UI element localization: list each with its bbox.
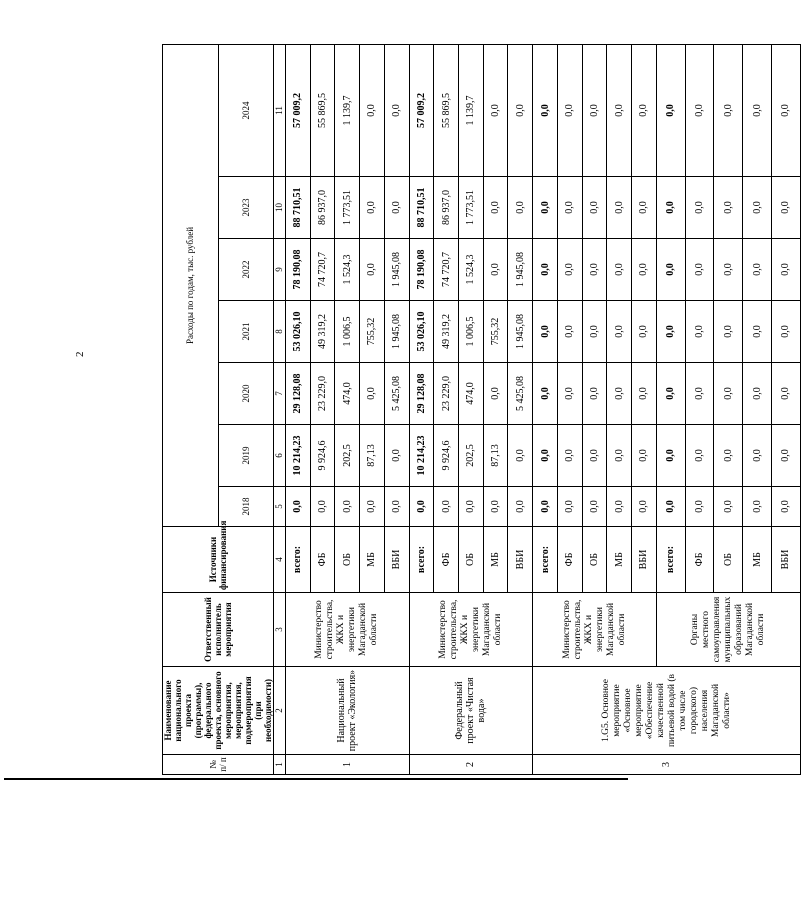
col-no-header: № п/ п <box>163 755 274 775</box>
source-cell: ВБИ <box>632 527 657 593</box>
value-cell: 0,0 <box>360 487 385 527</box>
value-cell: 1 524,3 <box>335 239 360 301</box>
value-cell: 0,0 <box>714 487 743 527</box>
expenses-header: Расходы по годам, тыс. рублей <box>163 44 219 526</box>
value-cell: 0,0 <box>714 363 743 425</box>
value-cell: 0,0 <box>743 363 772 425</box>
value-cell: 0,0 <box>632 301 657 363</box>
value-cell: 0,0 <box>335 487 360 527</box>
value-cell: 29 128,08 <box>409 363 434 425</box>
column-number: 8 <box>274 301 286 363</box>
value-cell: 0,0 <box>771 301 800 363</box>
value-cell: 0,0 <box>557 44 582 176</box>
column-number: 6 <box>274 425 286 487</box>
value-cell: 78 190,08 <box>409 239 434 301</box>
value-cell: 0,0 <box>557 301 582 363</box>
value-cell: 1 006,5 <box>335 301 360 363</box>
value-cell: 0,0 <box>714 425 743 487</box>
value-cell: 0,0 <box>533 363 558 425</box>
value-cell: 0,0 <box>508 487 533 527</box>
value-cell: 74 720,7 <box>310 239 335 301</box>
value-cell: 0,0 <box>632 363 657 425</box>
expenses-table <box>162 44 801 775</box>
value-cell: 0,0 <box>360 363 385 425</box>
column-number: 3 <box>274 593 286 667</box>
value-cell: 0,0 <box>533 301 558 363</box>
year-header: 2019 <box>218 425 274 487</box>
value-cell: 0,0 <box>533 487 558 527</box>
source-cell: ВБИ <box>771 527 800 593</box>
value-cell: 78 190,08 <box>286 239 311 301</box>
value-cell: 0,0 <box>685 44 714 176</box>
source-cell: ОБ <box>714 527 743 593</box>
value-cell: 755,32 <box>360 301 385 363</box>
value-cell: 87,13 <box>483 425 508 487</box>
value-cell: 0,0 <box>685 301 714 363</box>
value-cell: 0,0 <box>714 239 743 301</box>
value-cell: 0,0 <box>483 44 508 176</box>
column-number: 10 <box>274 177 286 239</box>
value-cell: 5 425,08 <box>508 363 533 425</box>
column-number: 7 <box>274 363 286 425</box>
value-cell: 0,0 <box>508 177 533 239</box>
value-cell: 1 773,51 <box>459 177 484 239</box>
value-cell: 57 009,2 <box>409 44 434 176</box>
value-cell: 0,0 <box>582 44 607 176</box>
year-header: 2022 <box>218 239 274 301</box>
value-cell: 0,0 <box>685 363 714 425</box>
source-cell: МБ <box>743 527 772 593</box>
col-name-header: Наименование национального проекта (программы), федерального проекта, основного мероприятия, мероприятия, подмероприятия (при необходимости) <box>163 667 274 755</box>
executor-name: Министерство строительства, ЖКХ и энергетики Магаданской области <box>409 593 533 667</box>
value-cell: 0,0 <box>656 487 685 527</box>
value-cell: 0,0 <box>656 177 685 239</box>
year-header: 2018 <box>218 487 274 527</box>
project-name: Федеральный проект «Чистая вода» <box>409 667 533 755</box>
value-cell: 0,0 <box>656 425 685 487</box>
project-name: 1.G5. Основное мероприятие «Основное мероприятие «Обеспечение качественной питьевой водой (в том числе городского) населения Магаданской области» <box>533 667 801 755</box>
col-source-header: Источники финансирования <box>163 527 274 593</box>
value-cell: 1 139,7 <box>335 44 360 176</box>
value-cell: 474,0 <box>335 363 360 425</box>
value-cell: 202,5 <box>335 425 360 487</box>
value-cell: 87,13 <box>360 425 385 487</box>
value-cell: 0,0 <box>384 44 409 176</box>
value-cell: 202,5 <box>459 425 484 487</box>
value-cell: 57 009,2 <box>286 44 311 176</box>
source-cell: МБ <box>360 527 385 593</box>
year-header: 2021 <box>218 301 274 363</box>
value-cell: 0,0 <box>714 44 743 176</box>
value-cell: 0,0 <box>384 487 409 527</box>
value-cell: 1 006,5 <box>459 301 484 363</box>
value-cell: 0,0 <box>533 239 558 301</box>
value-cell: 0,0 <box>607 301 632 363</box>
value-cell: 0,0 <box>533 44 558 176</box>
source-cell: ОБ <box>582 527 607 593</box>
value-cell: 0,0 <box>714 301 743 363</box>
source-cell: МБ <box>483 527 508 593</box>
value-cell: 1 945,08 <box>508 301 533 363</box>
source-cell: всего: <box>533 527 558 593</box>
value-cell: 0,0 <box>685 239 714 301</box>
value-cell: 0,0 <box>409 487 434 527</box>
value-cell: 53 026,10 <box>286 301 311 363</box>
value-cell: 0,0 <box>743 301 772 363</box>
value-cell: 0,0 <box>771 239 800 301</box>
year-header: 2023 <box>218 177 274 239</box>
value-cell: 0,0 <box>607 177 632 239</box>
value-cell: 0,0 <box>656 363 685 425</box>
source-cell: ОБ <box>459 527 484 593</box>
value-cell: 0,0 <box>483 363 508 425</box>
table-row <box>286 44 311 774</box>
value-cell: 86 937,0 <box>434 177 459 239</box>
value-cell: 0,0 <box>533 425 558 487</box>
source-cell: ОБ <box>335 527 360 593</box>
column-number: 4 <box>274 527 286 593</box>
value-cell: 0,0 <box>632 425 657 487</box>
value-cell: 49 319,2 <box>310 301 335 363</box>
value-cell: 49 319,2 <box>434 301 459 363</box>
value-cell: 5 425,08 <box>384 363 409 425</box>
project-name: Национальный проект «Экология» <box>286 667 410 755</box>
value-cell: 0,0 <box>685 487 714 527</box>
value-cell: 0,0 <box>384 425 409 487</box>
value-cell: 0,0 <box>582 301 607 363</box>
value-cell: 0,0 <box>360 177 385 239</box>
value-cell: 0,0 <box>557 239 582 301</box>
value-cell: 0,0 <box>508 425 533 487</box>
rotated-table-wrapper <box>162 45 792 775</box>
value-cell: 0,0 <box>632 44 657 176</box>
table-row <box>533 44 558 774</box>
value-cell: 0,0 <box>685 177 714 239</box>
source-cell: ФБ <box>434 527 459 593</box>
value-cell: 0,0 <box>582 487 607 527</box>
value-cell: 0,0 <box>582 239 607 301</box>
value-cell: 10 214,23 <box>286 425 311 487</box>
col-executor-header: Ответственный исполнитель мероприятия <box>163 593 274 667</box>
value-cell: 0,0 <box>771 44 800 176</box>
row-number: 2 <box>409 755 533 775</box>
value-cell: 29 128,08 <box>286 363 311 425</box>
value-cell: 0,0 <box>557 425 582 487</box>
value-cell: 0,0 <box>771 363 800 425</box>
source-cell: ВБИ <box>384 527 409 593</box>
value-cell: 74 720,7 <box>434 239 459 301</box>
source-cell: ФБ <box>557 527 582 593</box>
value-cell: 0,0 <box>557 363 582 425</box>
value-cell: 0,0 <box>656 239 685 301</box>
value-cell: 86 937,0 <box>310 177 335 239</box>
value-cell: 0,0 <box>743 239 772 301</box>
source-cell: всего: <box>656 527 685 593</box>
column-number: 5 <box>274 487 286 527</box>
source-cell: МБ <box>607 527 632 593</box>
value-cell: 1 945,08 <box>384 301 409 363</box>
value-cell: 10 214,23 <box>409 425 434 487</box>
value-cell: 0,0 <box>607 44 632 176</box>
value-cell: 0,0 <box>607 363 632 425</box>
value-cell: 0,0 <box>632 177 657 239</box>
value-cell: 88 710,51 <box>409 177 434 239</box>
value-cell: 0,0 <box>508 44 533 176</box>
value-cell: 1 945,08 <box>508 239 533 301</box>
table-row <box>409 44 434 774</box>
value-cell: 0,0 <box>685 425 714 487</box>
value-cell: 0,0 <box>656 301 685 363</box>
value-cell: 53 026,10 <box>409 301 434 363</box>
value-cell: 23 229,0 <box>434 363 459 425</box>
value-cell: 0,0 <box>384 177 409 239</box>
value-cell: 0,0 <box>582 363 607 425</box>
value-cell: 0,0 <box>771 425 800 487</box>
value-cell: 0,0 <box>360 239 385 301</box>
value-cell: 55 869,5 <box>310 44 335 176</box>
value-cell: 0,0 <box>607 239 632 301</box>
value-cell: 9 924,6 <box>310 425 335 487</box>
value-cell: 0,0 <box>483 177 508 239</box>
horizontal-rule <box>4 778 628 780</box>
value-cell: 0,0 <box>582 177 607 239</box>
value-cell: 0,0 <box>743 177 772 239</box>
source-cell: всего: <box>286 527 311 593</box>
year-header: 2020 <box>218 363 274 425</box>
value-cell: 0,0 <box>607 487 632 527</box>
value-cell: 1 773,51 <box>335 177 360 239</box>
value-cell: 0,0 <box>286 487 311 527</box>
row-number: 1 <box>286 755 410 775</box>
value-cell: 0,0 <box>459 487 484 527</box>
executor-name: Органы местного самоуправления муниципальных образований Магаданской области <box>656 593 800 667</box>
value-cell: 0,0 <box>607 425 632 487</box>
column-number: 2 <box>274 667 286 755</box>
value-cell: 0,0 <box>632 487 657 527</box>
value-cell: 0,0 <box>743 425 772 487</box>
value-cell: 474,0 <box>459 363 484 425</box>
value-cell: 0,0 <box>582 425 607 487</box>
value-cell: 1 524,3 <box>459 239 484 301</box>
value-cell: 0,0 <box>771 177 800 239</box>
value-cell: 0,0 <box>632 239 657 301</box>
value-cell: 9 924,6 <box>434 425 459 487</box>
value-cell: 0,0 <box>714 177 743 239</box>
value-cell: 0,0 <box>310 487 335 527</box>
value-cell: 0,0 <box>557 487 582 527</box>
source-cell: ФБ <box>685 527 714 593</box>
value-cell: 0,0 <box>360 44 385 176</box>
year-header: 2024 <box>218 44 274 176</box>
column-number: 11 <box>274 44 286 176</box>
source-cell: ВБИ <box>508 527 533 593</box>
value-cell: 0,0 <box>483 487 508 527</box>
value-cell: 0,0 <box>771 487 800 527</box>
value-cell: 1 139,7 <box>459 44 484 176</box>
source-cell: всего: <box>409 527 434 593</box>
value-cell: 0,0 <box>434 487 459 527</box>
value-cell: 0,0 <box>557 177 582 239</box>
value-cell: 55 869,5 <box>434 44 459 176</box>
value-cell: 0,0 <box>533 177 558 239</box>
column-number: 1 <box>274 755 286 775</box>
value-cell: 0,0 <box>483 239 508 301</box>
value-cell: 23 229,0 <box>310 363 335 425</box>
value-cell: 0,0 <box>743 44 772 176</box>
value-cell: 0,0 <box>656 44 685 176</box>
value-cell: 755,32 <box>483 301 508 363</box>
source-cell: ФБ <box>310 527 335 593</box>
row-number: 3 <box>533 755 801 775</box>
value-cell: 0,0 <box>743 487 772 527</box>
executor-name: Министерство строительства, ЖКХ и энергетики Магаданской области <box>533 593 657 667</box>
executor-name: Министерство строительства, ЖКХ и энергетики Магаданской области <box>286 593 410 667</box>
table-row <box>656 44 685 774</box>
value-cell: 88 710,51 <box>286 177 311 239</box>
page-number: 2 <box>74 351 86 357</box>
column-number: 9 <box>274 239 286 301</box>
value-cell: 1 945,08 <box>384 239 409 301</box>
